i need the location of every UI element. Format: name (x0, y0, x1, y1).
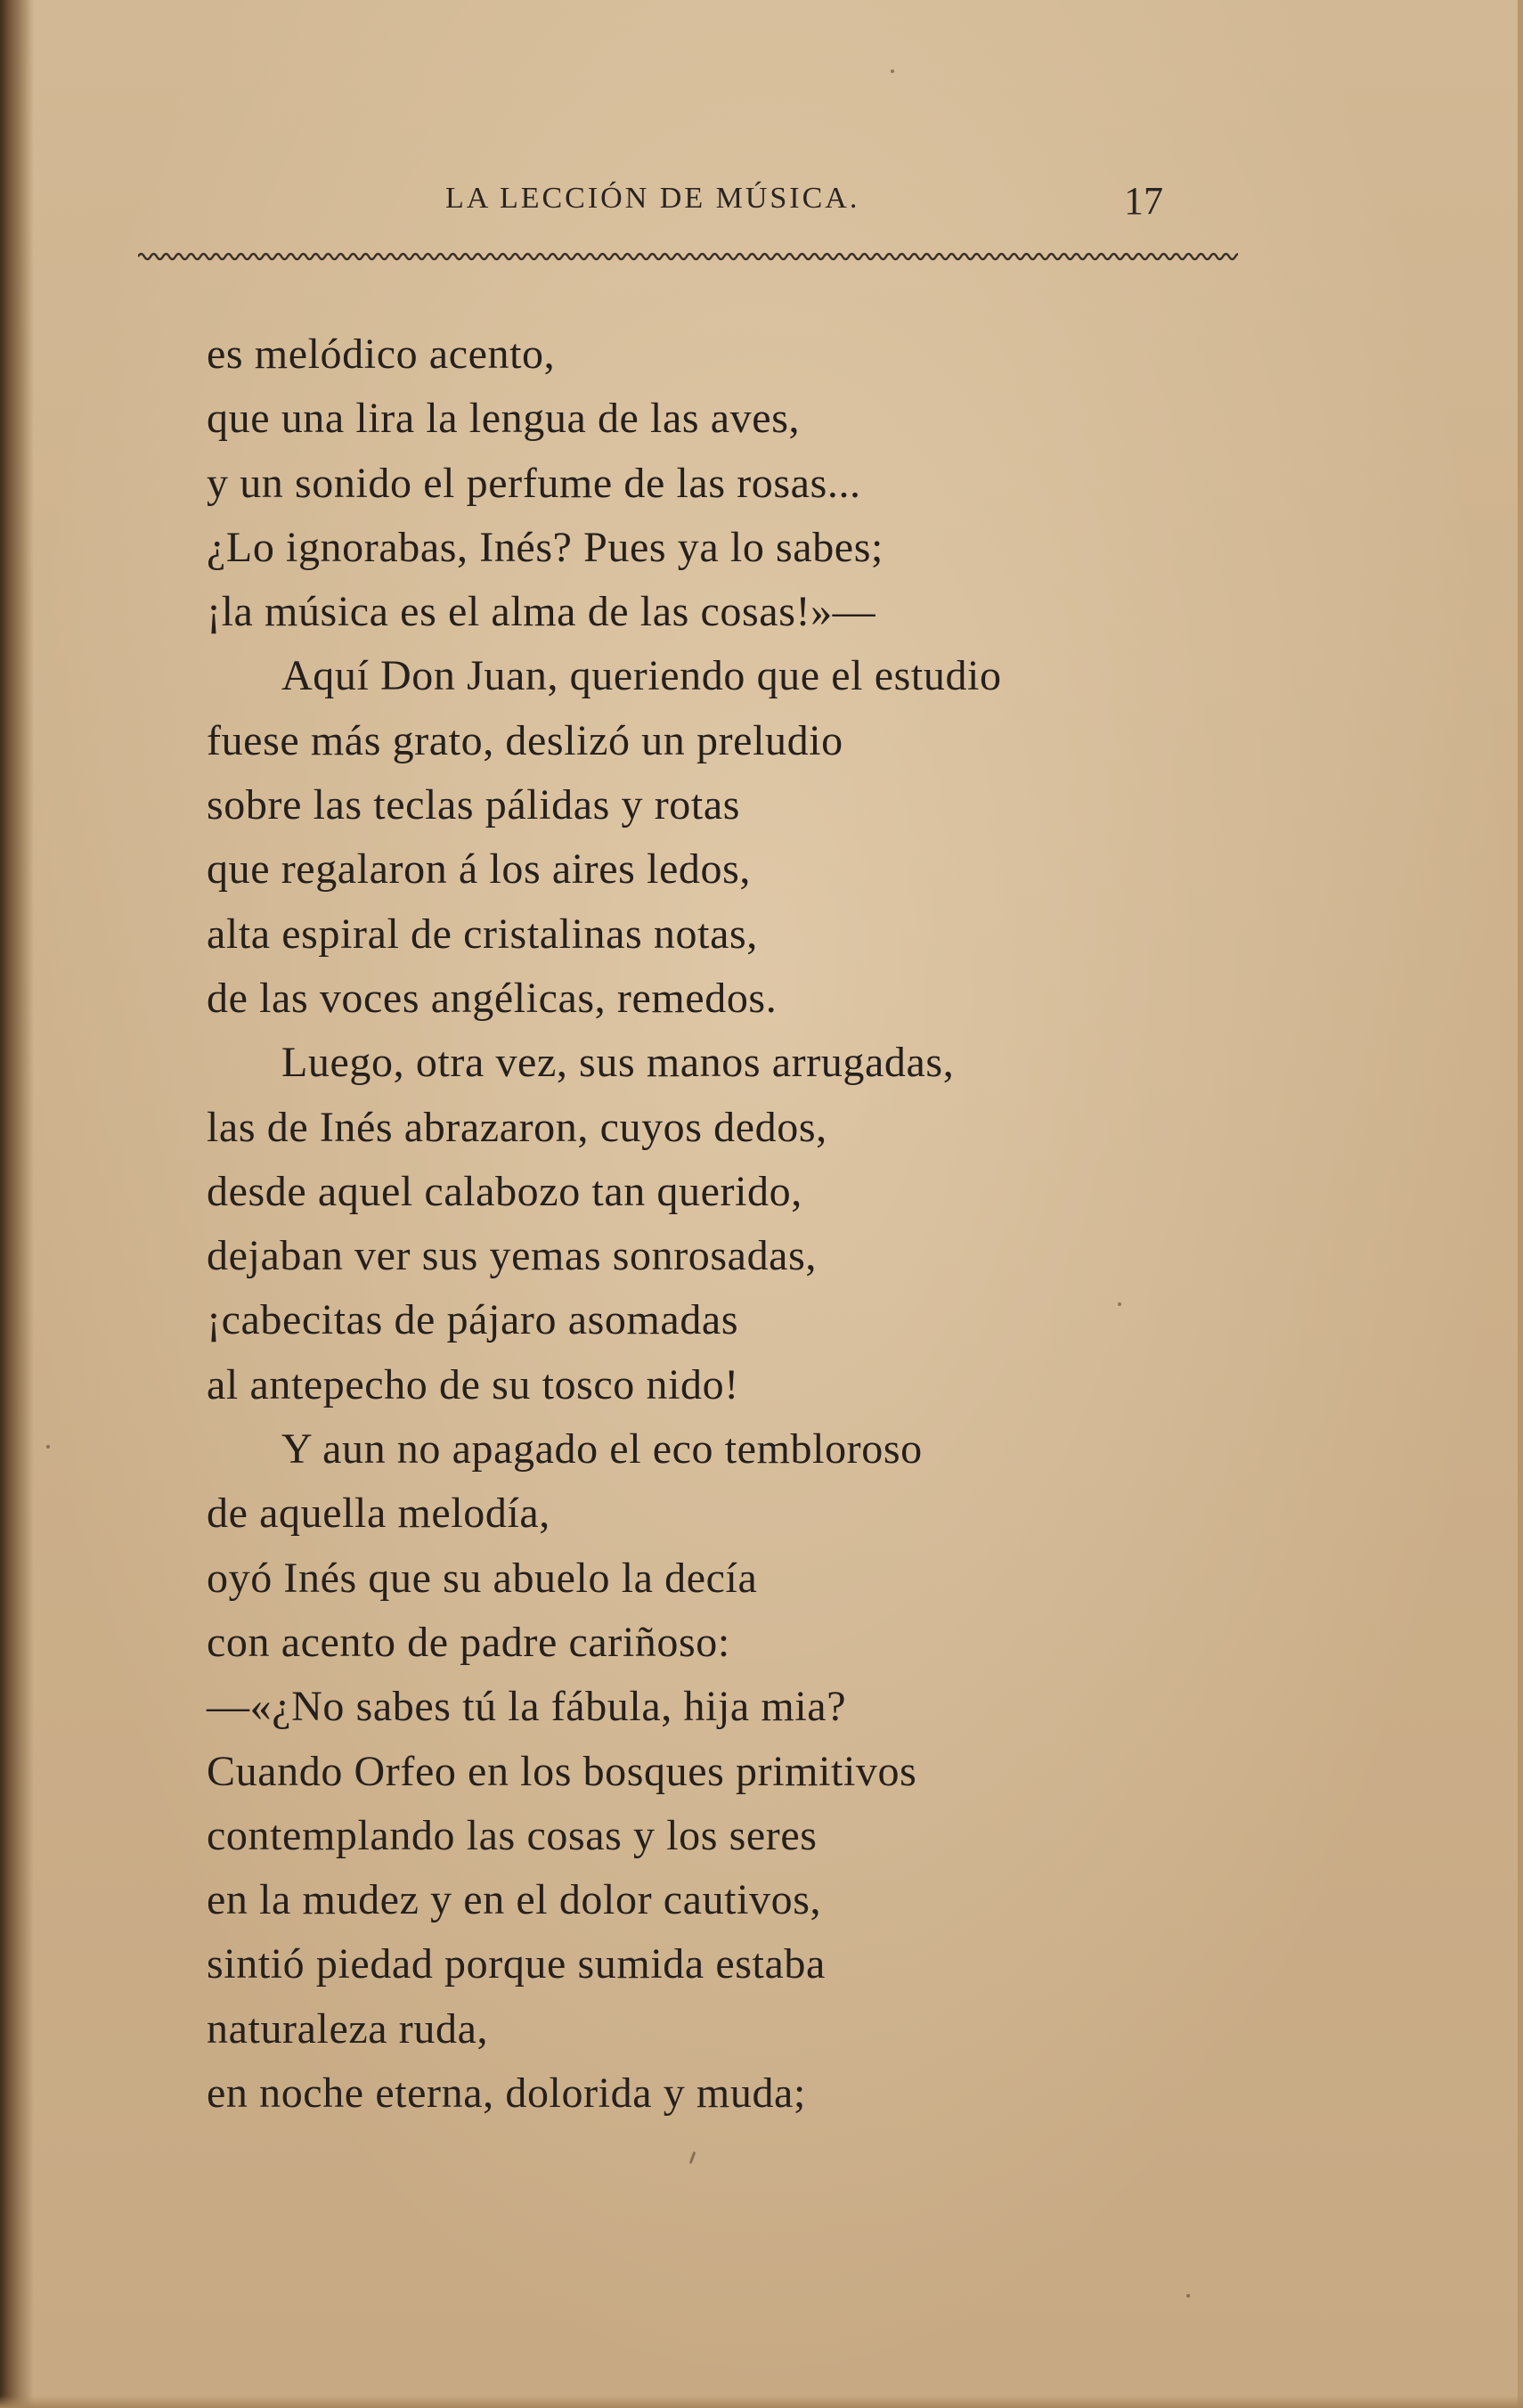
poem-line: sintió piedad porque sumida estaba (207, 1940, 826, 1988)
paper-mark (689, 2151, 696, 2164)
paper-speck (46, 1445, 50, 1449)
page-right-edge (1518, 0, 1523, 2408)
poem-line: al antepecho de su tosco nido! (207, 1360, 739, 1408)
poem-line: naturaleza ruda, (207, 2004, 489, 2053)
poem-line: contemplando las cosas y los seres (207, 1811, 818, 1859)
poem-line: ¡cabecitas de pájaro asomadas (207, 1296, 739, 1344)
poem-line: en noche eterna, dolorida y muda; (207, 2069, 806, 2118)
poem-line: es melódico acento, (207, 331, 556, 378)
poem-line: y un sonido el perfume de las rosas... (207, 459, 861, 507)
paper-speck (891, 69, 894, 73)
poem-line: que una lira la lengua de las aves, (207, 395, 801, 443)
poem-line: Y aun no apagado el eco tembloroso (281, 1425, 923, 1473)
poem-line: en la mudez y en el dolor cautivos, (207, 1876, 822, 1924)
poem-line: ¡la música es el alma de las cosas!»— (207, 588, 876, 636)
poem-line: de las voces angélicas, remedos. (207, 974, 778, 1022)
poem-line: alta espiral de cristalinas notas, (207, 910, 758, 958)
poem-line: fuese más grato, deslizó un preludio (207, 716, 843, 764)
poem-text (207, 322, 1275, 2126)
page-number: 17 (1124, 179, 1163, 223)
poem-line: sobre las teclas pálidas y rotas (207, 781, 741, 829)
poem-line: dejaban ver sus yemas sonrosadas, (207, 1232, 817, 1280)
running-title: LA LECCIÓN DE MÚSICA. (445, 182, 860, 215)
poem-line: —«¿No sabes tú la fábula, hija mia? (207, 1683, 847, 1731)
wavy-rule-ornament (138, 249, 1238, 264)
poem-line: Cuando Orfeo en los bosques primitivos (207, 1747, 917, 1795)
poem-line: con acento de padre cariñoso: (207, 1618, 730, 1666)
poem-line: de aquella melodía, (207, 1490, 550, 1538)
poem-line: desde aquel calabozo tan querido, (207, 1167, 802, 1215)
paper-speck (1118, 1302, 1121, 1306)
page-bottom-edge (0, 2396, 1523, 2408)
poem-line: ¿Lo ignorabas, Inés? Pues ya lo sabes; (207, 523, 884, 571)
binding-edge (0, 0, 34, 2408)
poem-line: que regalaron á los aires ledos, (207, 845, 751, 894)
poem-line: Aquí Don Juan, queriendo que el estudio (281, 652, 1002, 700)
poem-line: las de Inés abrazaron, cuyos dedos, (207, 1103, 827, 1151)
poem-line: oyó Inés que su abuelo la decía (207, 1554, 758, 1602)
poem-line: Luego, otra vez, sus manos arrugadas, (281, 1039, 955, 1087)
paper-speck (1186, 2294, 1190, 2298)
